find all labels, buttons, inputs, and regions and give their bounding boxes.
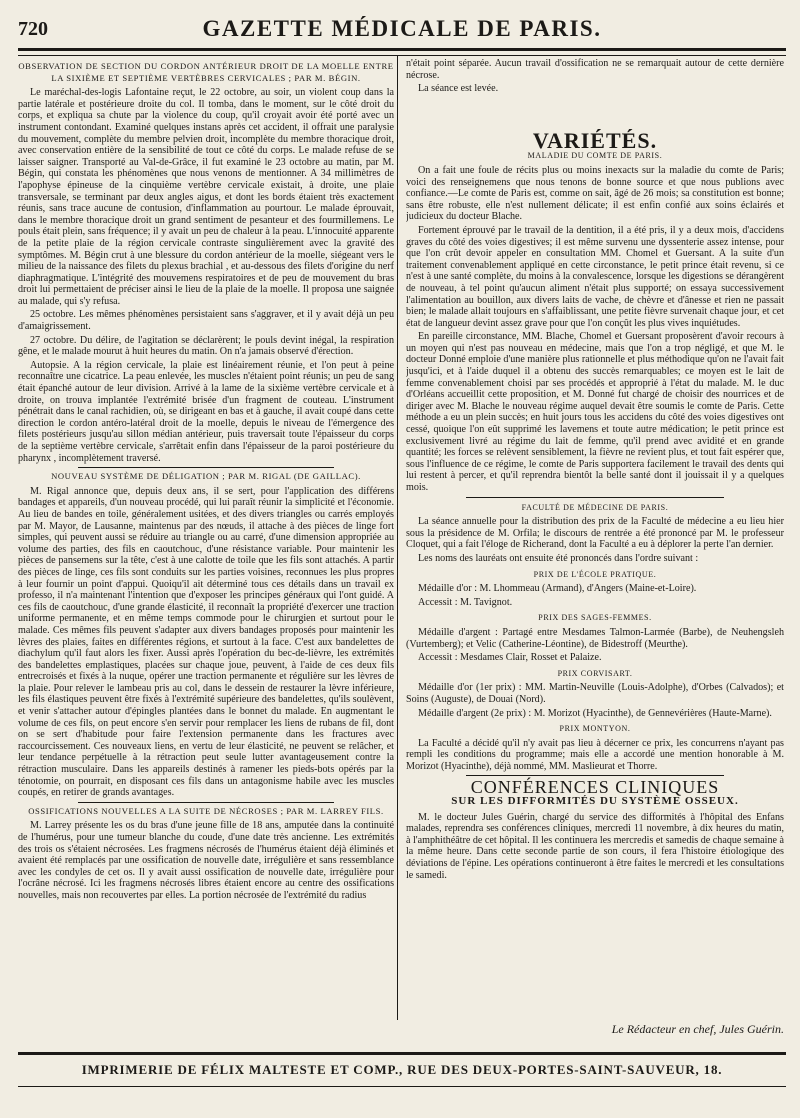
header-rule (18, 48, 786, 56)
paragraph: M. le docteur Jules Guérin, chargé du service des difformités à l'hôpital des Enfans malades, reprendra ses conférences cliniques, mercredi 11 novembre, à dix heures du matin, à l'amphithéâtre de cet hôpital. Il les continuera les mercredis et samedis de chaque semaine à la même heure. Dans cette seconde partie de son cours, il fera l'histoire étiologique des déviations de l'épine. Les opérations continueront à être faites le mercredi et les consultations le samedi. (406, 811, 784, 881)
section-title-prix-corvisart: PRIX CORVISART. (557, 668, 633, 678)
left-column (18, 58, 394, 1020)
paragraph: 27 octobre. Du délire, de l'agitation se déclarèrent; le pouls devint inégal, la respiration gêne, et le malade mourut à huit heures du matin. On n'a jamais observé d'érection. (18, 334, 394, 358)
paragraph: La séance est levée. (418, 83, 499, 95)
section-title-prix-sages-femmes: PRIX DES SAGES-FEMMES. (538, 613, 652, 623)
paragraph: 25 octobre. Les mêmes phénomènes persistaient sans s'aggraver, et il y avait déjà un peu d'amaigrissement. (18, 309, 394, 333)
masthead-title: GAZETTE MÉDICALE DE PARIS. (202, 16, 602, 41)
paragraph: Médaille d'argent : Partagé entre Mesdames Talmon-Larmée (Barbe), de Neuhengsleh (Vurtemberg); et Velic (Catherine-Léontine), de Bidestroff (Meurthe). (406, 626, 784, 650)
paragraph: On a fait une foule de récits plus ou moins inexacts sur la maladie du comte de Paris; voici des renseignemens que nous tenons de bonne source et que nous publions avec confiance.—Le comte de Paris est, comme on sait, âgé de 26 mois; sa constitution est bonne; sans être robuste, elle n'est nullement délicate; il est enfin confié aux soins éclairés et judicieux du docteur Blache. (406, 164, 784, 223)
paragraph: Accessit : M. Tavignot. (418, 596, 513, 608)
footer-rule-thin (18, 1086, 786, 1087)
paragraph: Médaille d'or (1er prix) : MM. Martin-Neuville (Louis-Adolphe), d'Orbes (Calvados); et Soins (Auguste), de Douai (Nord). (406, 682, 784, 705)
paragraph: Autopsie. A la région cervicale, la plaie est linéairement réunie, et l'on peut à peine reconnaître une cicatrice. La peau enlevée, les muscles n'étaient point réunis; un peu de sang était épanché autour de leur division. Arrivé à la lame de la sixième vertèbre cervicale et à droite, on trouva implantée l'extrémité brisée d'un fragment de couteau. L'instrument pénétrait dans le canal rachidien, où, se dirigeant en bas et à gauche, il avait coupé dans cette direction le cordon antéro-latéral droit de la moelle, depuis le niveau de l'émergence des filets postérieurs jusqu'au sillon médian antérieur, puis traversait toute l'épaisseur du corps de la septième vertèbre cervicale, s'arrêtait enfin dans l'épaisseur de la paroi postérieure du pharynx , incomplètement traversé. (18, 359, 394, 464)
separator (78, 802, 334, 803)
separator (78, 467, 334, 468)
paragraph: Le maréchal-des-logis Lafontaine reçut, le 22 octobre, au soir, un violent coup dans la partie latérale et postérieure droite du col. Il tomba, dans le moment, sur le côté droit du corps, et expliqua sa chute par la violence du coup, qu'il croyait avoir été porté avec un instrument contondant. Examiné quelques instans après cet accident, il offrait une paralysie du mouvement, complète du membre pelvien droit, incomplète du membre thoracique droit, avec conservation entière de la sensibilité de tout ce côté du corps. Le malade refuse de se laisser saigner. Transporté au Val-de-Grâce, il fut examiné le 23 octobre au matin, par M. Bégin, qui constata les phénomènes que nous venons de mentionner. A 34 millimètres de l'apophyse épineuse de la cinquième vertèbre cervicale existait, à droite, une plaie transversale, se terminant par deux angles aigus, et dont les bords étaient très exactement réunis, sans trace aucune de contusion, d'inflammation au pourtour. Le malade éprouvait, dans le membre thoracique droit un grand sentiment de pesanteur et des fourmillemens. Le pouls était plein, sans fréquence; il y avait un peu de chaleur à la peau. L'innocuité apparente de la petite plaie de la région cervicale contraste singulièrement avec la gravité des symptômes. M. Bégin crut à une blessure du cordon antérieur de la moelle, siégeant vers le milieu de la naissance des filets du plexus brachial , et au-dessous des filets d'origine du nerf diaphragmatique. L'intégrité des mouvemens respiratoires et de peu de mouvement du bras droit lui permettaient de préciser ainsi le lieu de la plaie de la moelle. Il proposa une saignée au malade, qui s'y refusa. (18, 87, 394, 307)
paragraph: M. Rigal annonce que, depuis deux ans, il se sert, pour l'application des différens bandages et appareils, d'un nouveau procédé, qui lui paraît réunir la simplicité et l'économie. Au lieu de bandes en toile, généralement usitées, et des divers triangles ou carrés employés par M. Mayor, de Lausanne, maintenus par des nœuds, il attache à des pièces de linge fort simples, qui peuvent aussi se réduire au triangle ou au carré, d'une dimension appropriée au volume des parties, des fils en caoutchouc, d'une résistance variable. Pour maintenir les pièces de pansemens sur la tête, c'est à une calotte de toile que les fils sont attachés. A partir des pièces de linge, ces fils sont conduits sur les parties voisines, reconnues les plus propres à leur fournir un point d'appui. Quoiqu'il ait déterminé tous ces détails dans un travail ex professo, il n'a maintenant l'intention que d'exposer les principes généraux qui l'ont guidé. A ces fils de caoutchouc, d'une grande élasticité, il reconnaît la propriété d'exercer une traction uniforme permanente, et en même temps commode pour le chirurgien et surtout pour le malade. Ces mêmes fils peuvent s'adapter aux divers bandages proposés pour maintenir les lèvres des plaies, faites en différentes régions, et surtout à la face. C'est aux bandelettes de diachylum qu'il faut alors les fixer. Aussi après l'opération du bec-de-lièvre, les extrémités des bandelettes emplastiques, placées sur chaque joue, peuvent, à l'aide de ces deux fils entrecroisés et fixés à la nuque, opérer une traction permanente et régulière sur les lèvres de la plaie. Pour relever le lambeau pris au col, dans le dessein de restaurer la lèvre inférieure, les fils élastiques peuvent être fixés à l'extrémité supérieure des bandelettes, qu'ils soulèvent, et venir s'attacher autour d'épingles plantées dans le bonnet du malade. En augmentant le volume de ces fils, on peut encore s'en servir pour remplacer les liens de rubans de fil, dont on se sert d'habitude pour faire l'extension permanente dans les fractures avec raccourcissement. Ces nouveaux liens, en vertu de leur élasticité, ne peuvent se relâcher, et leur tendance perpétuelle à la rétraction peut seule lutter avantageusement contre la rétraction musculaire. Dans les appareils destinés à ramener les pieds-bots opérés par la ténotomie, on pourrait, en disposant ces fils dans un antagonisme habile avec les muscles coupés, en retirer de grands avantages. (18, 485, 394, 799)
page-header (18, 12, 786, 46)
section-title-begin: OBSERVATION DE SECTION DU CORDON ANTÉRIEUR DROIT DE LA MOELLE ENTRE LA SIXIÈME ET SEPTIÈME VERTÈBRES CERVICALES ; PAR M. BÉGIN. (18, 61, 394, 83)
paragraph: Accessit : Mesdames Clair, Rosset et Palaize. (418, 652, 602, 664)
separator (466, 497, 724, 498)
conferences-subheading: SUR LES DIFFORMITÉS DU SYSTÈME OSSEUX. (451, 795, 739, 808)
section-title-faculte: FACULTÉ DE MÉDECINE DE PARIS. (521, 502, 669, 512)
footer-rule (18, 1052, 786, 1055)
page-number: 720 (18, 17, 48, 40)
column-divider (397, 56, 398, 1020)
paragraph: M. Larrey présente les os du bras d'une jeune fille de 18 ans, amputée dans la continuité de l'humérus, pour une tumeur blanche du coude, d'une date très ancienne. Les extrémités des trois os s'étaient nécrosées. Les fragmens nécrosés de l'humérus étaient déjà éliminés et avaient été remplacés par une ossification de nouvelle date, irrégulière et sans ressemblance avec les condyles de cet os. Il y avait aussi ossification de nouvelle date, irrégulière pour l'ocrâne nécrosé. Ici les fragmens nécrosés libres étaient encore au centre des ossifications nouvelles, mais non recouvertes par elles. La portion nécrosée de l'extrémité du radius (18, 820, 394, 901)
editor-signature: Le Rédacteur en chef, Jules Guérin. (611, 1022, 784, 1036)
printer-imprint: IMPRIMERIE DE FÉLIX MALTESTE ET COMP., RUE DES DEUX-PORTES-SAINT-SAUVEUR, 18. (81, 1062, 723, 1077)
paragraph: Les noms des lauréats ont ensuite été prononcés dans l'ordre suivant : (418, 552, 699, 564)
section-title-larrey: OSSIFICATIONS NOUVELLES A LA SUITE DE NÉCROSES ; PAR M. LARREY FILS. (28, 805, 384, 816)
section-title-prix-pratique: PRIX DE L'ÉCOLE PRATIQUE. (533, 569, 657, 579)
paragraph: La Faculté a décidé qu'il n'y avait pas lieu à décerner ce prix, les concurrens n'ayant pas rempli les conditions du programme; mais elle a accordé une mention honorable à M. Morizot (Hyacinthe), déjà nommé, MM. Maslieurat et Thorre. (406, 737, 784, 772)
paragraph: En pareille circonstance, MM. Blache, Chomel et Guersant proposèrent d'avoir recours à un moyen qui n'est pas nouveau en médecine, mais que l'on a trop négligé, et que M. le docteur Donné emploie d'une manière plus rationnelle et plus méthodique qu'on ne l'avait fait jusqu'ici, et à l'aide duquel il a obtenu des succès remarquables; ce moyen est le lait de femme convenablement choisi par ses procédés et approprié à l'état du malade. M. le duc d'Orléans accueillit cette proposition, et M. Donné fut chargé de choisir des nourrices et de diriger avec M. Blache le nouveau régime auquel devait être soumis le comte de Paris. Cette méthode a eu un plein succès; en huit jours tous les accidens du côté des voies digestives ont cessé, quoique l'on eût supprimé les lavemens et toute autre médication; le petit prince est exclusivement livré au régime du lait de femme, qu'il prend avec avidité et en grande quantité; les forces se relèvent sensiblement, la fièvre ne revient plus, et tout fait espérer que, sous l'influence de ce régime, le comte de Paris supportera facilement le travail des dents qui lui restent à percer, et qu'il reprendra bientôt la belle santé dont il jouissait il y a quelques mois. (406, 331, 784, 493)
section-title-rigal: NOUVEAU SYSTÈME DE DÉLIGATION ; PAR M. RIGAL (DE GAILLAC). (51, 471, 361, 482)
paragraph: La séance annuelle pour la distribution des prix de la Faculté de médecine a eu lieu hier sous la présidence de M. Orfila; le discours de rentrée a été prononcé par M. le professeur Cloquet, qui a fait l'éloge de Richerand, dont la Faculté a eu à déplorer la perte l'an dernier. (406, 516, 784, 551)
varietes-heading: VARIÉTÉS. (532, 127, 658, 153)
paragraph: n'était point séparée. Aucun travail d'ossification ne se remarquait autour de cette dernière nécrose. (406, 58, 784, 81)
paragraph: Médaille d'argent (2e prix) : M. Morizot (Hyacinthe), de Gennevérières (Haute-Marne). (418, 707, 772, 719)
conferences-heading: CONFÉRENCES CLINIQUES (470, 777, 720, 798)
paragraph: Fortement éprouvé par le travail de la dentition, il a été pris, il y a deux mois, d'accidens graves du côté des voies digestives; il est même survenu une dyssenterie assez intense, pour que l'on crût devoir appeler en consultation MM. Chomel et Guersant. A la suite d'un traitement convenablement appliqué en cette circonstance, le petit prince était revenu, si ce n'est à une santé complète, du moins à la convalescence, lorsque les digestions se dérangèrent de nouveau, à tel point qu'aucun aliment n'était plus supporté; on essaya successivement l'alimentation au bouillon, aux divers laits de vache, de chèvre et d'ânesse et rien ne passait bien; le malade allait toujours en s'affaiblissant, une petite fièvre survenait chaque jour, et cet état de langueur devint assez grave pour que l'on conçût les plus vives inquiétudes. (406, 224, 784, 329)
section-title-maladie: MALADIE DU COMTE DE PARIS. (527, 151, 663, 161)
right-column (406, 58, 784, 1020)
section-title-prix-montyon: PRIX MONTYON. (559, 724, 631, 734)
paragraph: Médaille d'or : M. Lhommeau (Armand), d'Angers (Maine-et-Loire). (418, 583, 697, 595)
